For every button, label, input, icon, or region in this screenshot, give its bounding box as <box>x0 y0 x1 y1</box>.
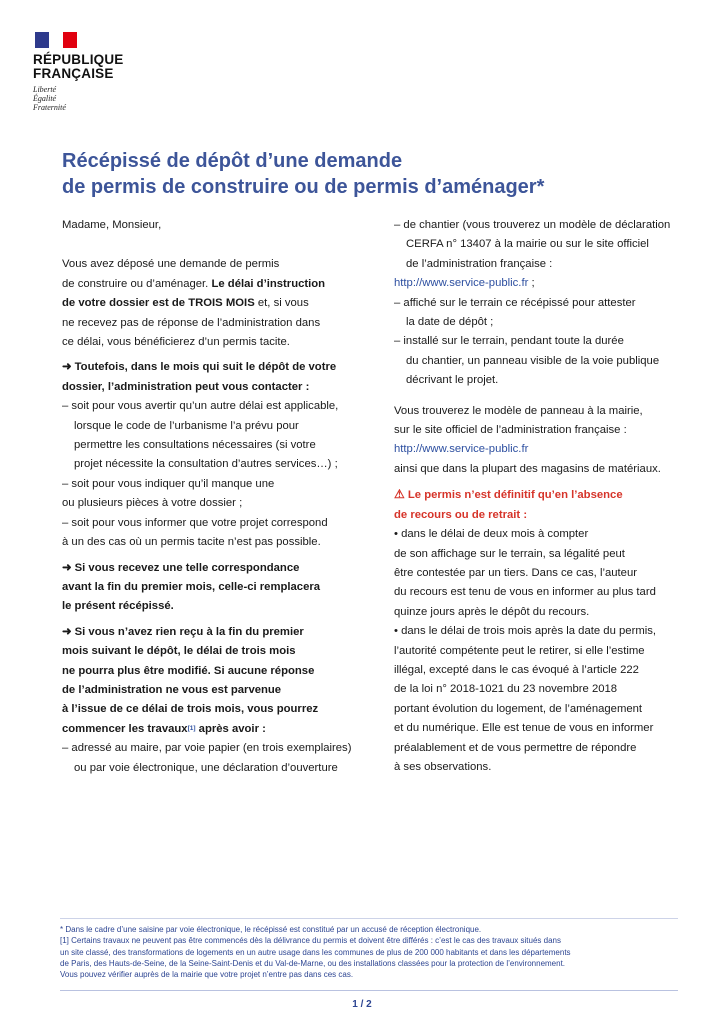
footnote-line: de Paris, des Hauts-de-Seine, de la Seine-Saint-Denis et du Val-de-Marne, ou des installations classées pour la protection de l’environnement. <box>60 958 566 968</box>
footnote-line: [1] Certains travaux ne peuvent pas être commencés dès la délivrance du permis et doivent être différés : c’est le cas des travaux situés dans <box>60 936 561 946</box>
no-response-paragraph <box>62 623 367 778</box>
correspondence-line: ➜ Si vous recevez une telle correspondance <box>62 561 300 574</box>
service-public-link[interactable]: http://www.service-public.fr <box>394 277 529 290</box>
intro-line <box>62 294 367 313</box>
republique-francaise-logo <box>33 32 124 112</box>
list-item: – affiché sur le terrain ce récépissé pour attester <box>394 296 636 309</box>
intro-emphasis: Le délai d’instruction <box>211 277 326 290</box>
correspondence-line: le présent récépissé. <box>62 600 174 613</box>
no-response-line: ➜ Si vous n’avez rien reçu à la fin du premier <box>62 625 304 638</box>
no-response-line: ne pourra plus être modifié. Si aucune réponse <box>62 664 315 677</box>
recours-line: • dans le délai de trois mois après la date du permis, <box>394 625 657 638</box>
recours-paragraph <box>394 525 714 777</box>
list-item: permettre les consultations nécessaires (si votre <box>74 439 316 452</box>
no-response-text: après avoir : <box>195 722 266 735</box>
recours-line: être contestée par un tiers. Dans ce cas, l’auteur <box>394 566 638 579</box>
title-line-2: de permis de construire ou de permis d’aménager* <box>62 176 545 198</box>
warning-heading <box>394 485 714 505</box>
chantier-paragraph <box>394 216 714 391</box>
motto-liberte: Liberté <box>33 85 57 94</box>
recours-line: du recours est tenu de vous en informer au plus tard <box>394 586 656 599</box>
republic-line-1: RÉPUBLIQUE <box>33 52 124 67</box>
no-response-line: mois suivant le dépôt, le délai de trois mois <box>62 645 296 658</box>
list-item: CERFA n° 13407 à la mairie ou sur le site officiel <box>406 238 649 251</box>
footnote-line: un site classé, des transformations de logements en un autre usage dans les communes de plus de 200 000 habitants et dans les départements <box>60 947 571 957</box>
no-response-line: de l’administration ne vous est parvenue <box>62 683 282 696</box>
list-item: lorsque le code de l’urbanisme l’a prévu pour <box>74 419 299 432</box>
intro-text: et, si vous <box>254 297 309 310</box>
contact-heading: dossier, l’administration peut vous contacter : <box>62 380 310 393</box>
french-flag-icon <box>35 32 77 48</box>
list-item: du chantier, un panneau visible de la voie publique <box>406 354 660 367</box>
footnotes <box>60 918 678 980</box>
page-divider <box>60 990 678 991</box>
link-line <box>394 274 714 293</box>
page-number: 1 / 2 <box>352 999 372 1010</box>
list-item: de l’administration française : <box>406 257 553 270</box>
recours-line: de la loi n° 2018-1021 du 23 novembre 2018 <box>394 683 618 696</box>
list-item: – adressé au maire, par voie papier (en trois exemplaires) <box>62 742 352 755</box>
motto-fraternite: Fraternité <box>33 103 66 112</box>
intro-line: ne recevez pas de réponse de l’administration dans <box>62 316 321 329</box>
service-public-link-2[interactable]: http://www.service-public.fr <box>394 443 529 456</box>
list-item: la date de dépôt ; <box>406 316 494 329</box>
no-response-line <box>62 720 367 739</box>
motto <box>33 85 124 112</box>
intro-text: de construire ou d’aménager. <box>62 277 212 290</box>
footnote-ref: [1] <box>187 724 196 732</box>
recours-line: à ses observations. <box>394 760 492 773</box>
title-line-1: Récépissé de dépôt d’une demande <box>62 150 403 172</box>
correspondence-line: avant la fin du premier mois, celle-ci remplacera <box>62 580 321 593</box>
recours-line: quinze jours après le dépôt du recours. <box>394 605 590 618</box>
footnote-line: * Dans le cadre d’une saisine par voie électronique, le récépissé est constitué par un accusé de réception électronique. <box>60 925 482 934</box>
panel-paragraph <box>394 402 714 480</box>
contact-heading: ➜ Toutefois, dans le mois qui suit le dépôt de votre <box>62 361 337 374</box>
intro-emphasis: de votre dossier est de TROIS MOIS <box>62 297 255 310</box>
list-item: – installé sur le terrain, pendant toute la durée <box>394 335 624 348</box>
intro-line: Vous avez déposé une demande de permis <box>62 258 280 271</box>
link-suffix: ; <box>528 277 535 290</box>
motto-egalite: Égalité <box>33 94 57 103</box>
panel-line: Vous trouverez le modèle de panneau à la mairie, <box>394 404 643 417</box>
list-item: – soit pour vous informer que votre projet correspond <box>62 516 328 529</box>
list-item-text: de chantier (vous trouverez un modèle de déclaration <box>403 219 671 231</box>
list-item: projet nécessite la consultation d’autres services…) ; <box>74 458 338 471</box>
intro-line: ce délai, vous bénéficierez d’un permis tacite. <box>62 336 290 349</box>
contact-paragraph <box>62 358 367 552</box>
list-item: à un des cas où un permis tacite n’est pas possible. <box>62 536 321 549</box>
recours-line: et du numérique. Elle est tenue de vous en informer <box>394 722 654 735</box>
recours-line: préalablement et de vous permettre de répondre <box>394 741 637 754</box>
republic-line-2: FRANÇAISE <box>33 66 114 81</box>
panel-line: sur le site officiel de l’administration française : <box>394 424 627 437</box>
document-title <box>62 148 662 200</box>
salutation: Madame, Monsieur, <box>62 219 162 231</box>
warning-icon: ⚠ <box>394 487 405 502</box>
list-item: ou plusieurs pièces à votre dossier ; <box>62 497 243 510</box>
no-response-text: commencer les travaux <box>62 722 188 735</box>
list-item: ou par voie électronique, une déclaration d’ouverture <box>74 761 338 774</box>
no-response-line: à l’issue de ce délai de trois mois, vous pourrez <box>62 703 319 716</box>
recours-line: • dans le délai de deux mois à compter <box>394 528 589 541</box>
right-column <box>394 216 714 777</box>
list-item: – de chantier (vous trouverez un modèle de déclaration <box>394 219 671 231</box>
panel-line: ainsi que dans la plupart des magasins de matériaux. <box>394 462 661 475</box>
intro-paragraph <box>62 255 367 352</box>
warning-block <box>394 485 714 525</box>
footnote-line: Vous pouvez vérifier auprès de la mairie que votre projet n’entre pas dans ces cas. <box>60 970 354 980</box>
intro-line <box>62 275 367 294</box>
recours-line: l’autorité compétente peut le retirer, si elle l’estime <box>394 644 645 657</box>
list-item: décrivant le projet. <box>406 374 499 387</box>
list-item: – soit pour vous indiquer qu’il manque une <box>62 477 275 490</box>
correspondence-paragraph <box>62 559 367 617</box>
list-item: – soit pour vous avertir qu’un autre délai est applicable, <box>62 400 339 413</box>
recours-line: illégal, excepté dans le cas évoqué à l’article 222 <box>394 663 639 676</box>
recours-line: de son affichage sur le terrain, sa légalité peut <box>394 547 625 560</box>
recours-line: portant évolution du logement, de l’aménagement <box>394 702 643 715</box>
republic-name <box>33 53 124 81</box>
left-column <box>62 216 367 778</box>
warning-text: de recours ou de retrait : <box>394 508 528 521</box>
warning-text: Le permis n’est définitif qu’en l’absence <box>407 489 623 502</box>
